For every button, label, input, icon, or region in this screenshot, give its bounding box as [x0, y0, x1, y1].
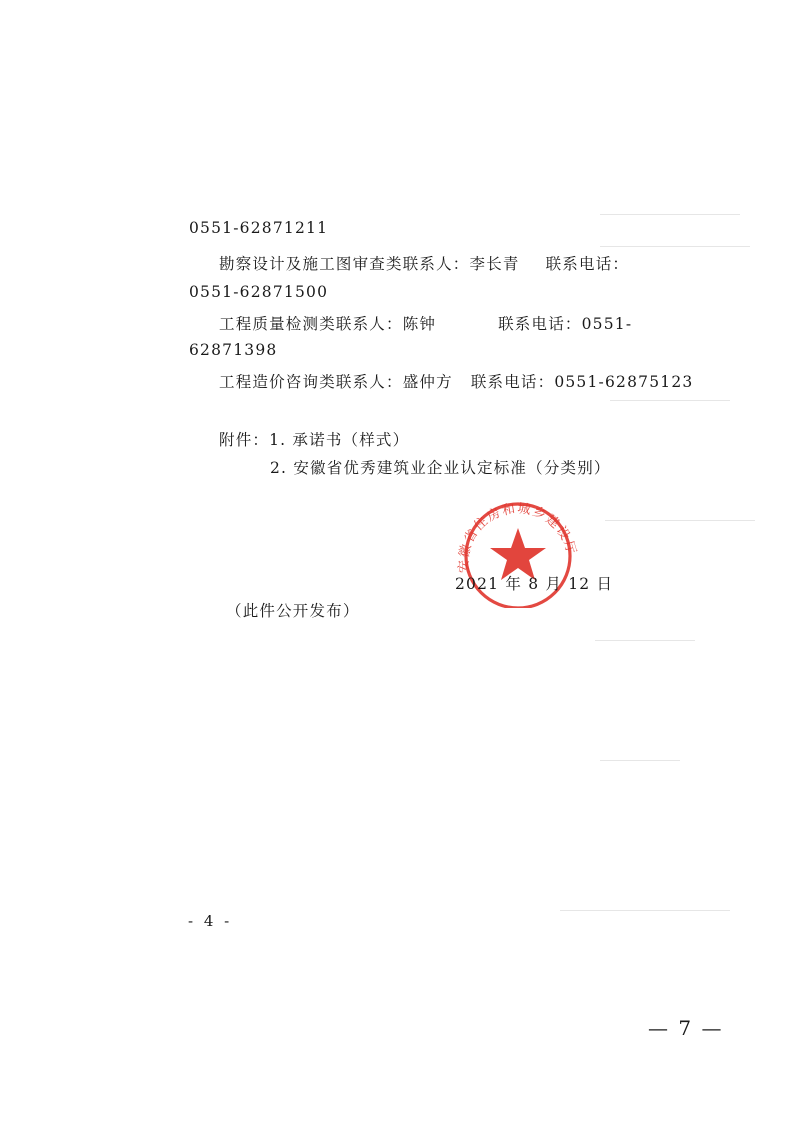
seal-text: 安徽省住房和城乡建设厅 — [456, 501, 579, 574]
outer-page-number: — 7 — — [648, 1016, 724, 1040]
bleed-through-line — [605, 520, 755, 521]
issue-date: 2021 年 8 月 12 日 — [455, 575, 614, 593]
bleed-through-line — [610, 400, 730, 401]
survey-design-label: 勘察设计及施工图审查类联系人：李长青 — [219, 255, 520, 273]
quality-phone-head: 联系电话：0551- — [498, 315, 633, 333]
quality-contact — [219, 312, 632, 334]
quality-label: 工程质量检测类联系人：陈钟 — [219, 315, 437, 333]
publish-note: （此件公开发布） — [226, 602, 360, 620]
survey-design-phone: 0551-62871500 — [189, 283, 329, 301]
survey-design-contact — [219, 252, 629, 274]
attachment-item-2: 2. 安徽省优秀建筑业企业认定标准（分类别） — [270, 459, 611, 477]
bleed-through-line — [600, 246, 750, 247]
bleed-through-line — [560, 910, 730, 911]
survey-design-phone-label: 联系电话： — [545, 255, 630, 273]
attachment-item-1: 附件：1. 承诺书（样式） — [219, 431, 410, 449]
phone-continuation: 0551-62871211 — [189, 219, 329, 237]
cost-phone: 联系电话：0551-62875123 — [470, 373, 694, 391]
bleed-through-line — [600, 214, 740, 215]
inner-page-number: - 4 - — [188, 912, 233, 930]
quality-phone-tail: 62871398 — [189, 341, 278, 359]
bleed-through-line — [595, 640, 695, 641]
bleed-through-line — [600, 760, 680, 761]
cost-label: 工程造价咨询类联系人：盛仲方 — [219, 373, 453, 391]
cost-contact — [219, 370, 694, 392]
